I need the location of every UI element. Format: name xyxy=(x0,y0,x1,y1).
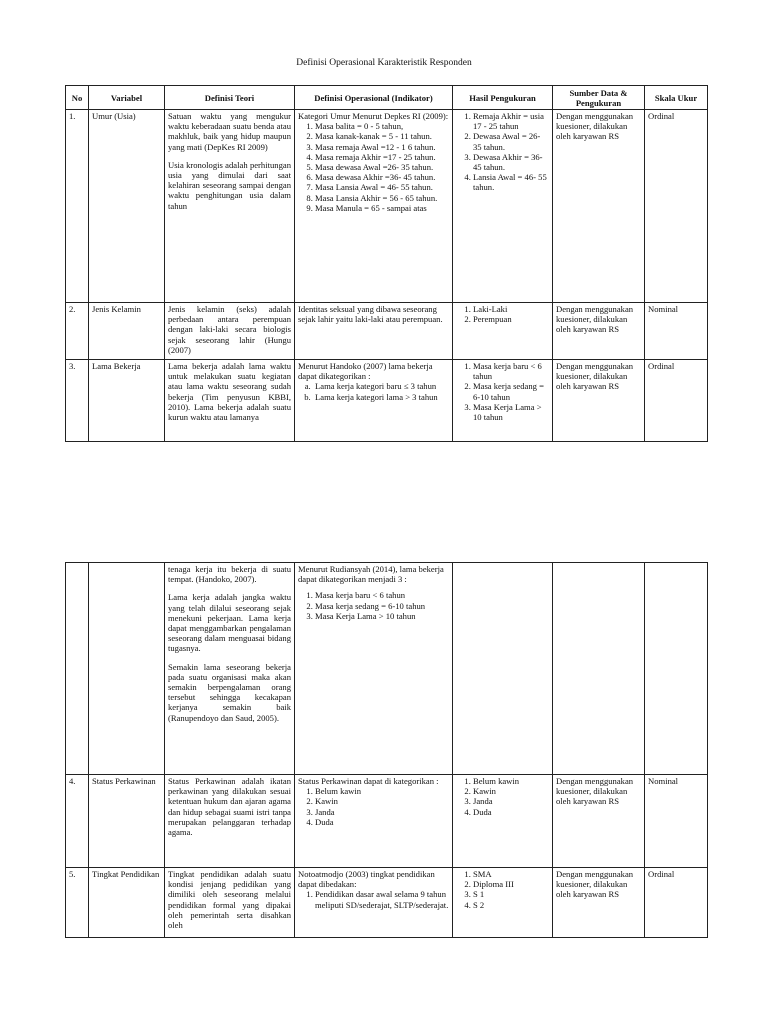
header-definisi-operasional: Definisi Operasional (Indikator) xyxy=(295,86,453,110)
list-item: 4. Duda xyxy=(473,807,549,817)
list-item: 1. SMA xyxy=(473,869,549,879)
header-hasil-pengukuran: Hasil Pengukuran xyxy=(453,86,553,110)
list-item: 2. Kawin xyxy=(473,786,549,796)
header-no: No xyxy=(66,86,89,110)
list-item: 4. Lansia Awal = 46- 55 tahun. xyxy=(473,172,549,192)
list-item: 3. Masa remaja Awal =12 - 1 6 tahun. xyxy=(315,142,449,152)
cell-skala-ukur: Ordinal xyxy=(645,868,708,938)
list-item: 3. Masa Kerja Lama > 10 tahun xyxy=(315,611,449,621)
list-item: 7. Masa Lansia Awal = 46- 55 tahun. xyxy=(315,182,449,192)
cell-sumber-data: Dengan menggunakan kuesioner, dilakukan oleh karyawan RS xyxy=(553,110,645,303)
table-row-status-perkawinan xyxy=(66,775,708,868)
cell-skala-ukur xyxy=(645,563,708,775)
cell-hasil-pengukuran xyxy=(453,563,553,775)
cell-skala-ukur: Nominal xyxy=(645,775,708,868)
cell-no: 3. xyxy=(66,360,89,442)
list-item: 8. Masa Lansia Akhir = 56 - 65 tahun. xyxy=(315,193,449,203)
cell-skala-ukur: Ordinal xyxy=(645,110,708,303)
cell-variabel: Jenis Kelamin xyxy=(89,303,165,360)
header-definisi-teori: Definisi Teori xyxy=(165,86,295,110)
cell-definisi-teori xyxy=(165,303,295,360)
header-variabel: Variabel xyxy=(89,86,165,110)
list-item: 2. Masa kanak-kanak = 5 - 11 tahun. xyxy=(315,131,449,141)
list-item: 1. Remaja Akhir = usia 17 - 25 tahun xyxy=(473,111,549,131)
document-title: Definisi Operasional Karakteristik Responden xyxy=(296,58,472,68)
cell-definisi-teori xyxy=(165,775,295,868)
table-row-lama-bekerja xyxy=(66,360,708,442)
header-skala-ukur: Skala Ukur xyxy=(645,86,708,110)
list-item: 3. Janda xyxy=(315,807,449,817)
cell-skala-ukur: Ordinal xyxy=(645,360,708,442)
teori-paragraph: Jenis kelamin (seks) adalah perbedaan antara perempuan dengan laki-laki secara biologis sejak seseorang lahir (Hungu (2007) xyxy=(168,304,291,355)
cell-definisi-teori xyxy=(165,563,295,775)
cell-definisi-operasional xyxy=(295,868,453,938)
list-item: 2. Dewasa Awal = 26- 35 tahun. xyxy=(473,131,549,151)
list-item: 2. Kawin xyxy=(315,796,449,806)
cell-definisi-operasional xyxy=(295,563,453,775)
cell-definisi-teori xyxy=(165,360,295,442)
cell-hasil-pengukuran xyxy=(453,868,553,938)
cell-sumber-data: Dengan menggunakan kuesioner, dilakukan oleh karyawan RS xyxy=(553,360,645,442)
table-row-lama-bekerja-continued xyxy=(66,563,708,775)
hasil-list xyxy=(456,111,549,193)
list-item: 4. Masa remaja Akhir =17 - 25 tahun. xyxy=(315,152,449,162)
operasional-list xyxy=(298,121,449,213)
cell-variabel xyxy=(89,563,165,775)
operasional-list xyxy=(298,786,449,827)
list-item: 1. Laki-Laki xyxy=(473,304,549,314)
list-item: 4. S 2 xyxy=(473,900,549,910)
teori-paragraph: Satuan waktu yang mengukur waktu keberadaan suatu benda atau makhluk, baik yang hidup maupun yang mati (DepKes RI 2009) xyxy=(168,111,291,152)
cell-definisi-operasional xyxy=(295,303,453,360)
cell-sumber-data: Dengan menggunakan kuesioner, dilakukan oleh karyawan RS xyxy=(553,868,645,938)
cell-no: 4. xyxy=(66,775,89,868)
list-item: 4. Duda xyxy=(315,817,449,827)
hasil-list xyxy=(456,776,549,817)
table-row-tingkat-pendidikan xyxy=(66,868,708,938)
cell-definisi-teori xyxy=(165,868,295,938)
operasional-intro: Kategori Umur Menurut Depkes RI (2009): xyxy=(298,111,449,121)
characteristics-table xyxy=(65,85,708,442)
teori-paragraph: Usia kronologis adalah perhitungan usia yang dimulai dari saat kelahiran seseorang sampai dengan waktu penghitungan usia dalam tahun xyxy=(168,159,291,211)
operasional-list xyxy=(298,381,449,401)
cell-variabel: Lama Bekerja xyxy=(89,360,165,442)
cell-definisi-operasional xyxy=(295,775,453,868)
characteristics-table-continued xyxy=(65,562,708,938)
teori-paragraph: Tingkat pendidikan adalah suatu kondisi jenjang pedidikan yang dimiliki oleh seseorang melalui pendidikan formal yang dipakai oleh pemerintah serta disahkan oleh xyxy=(168,869,291,931)
operasional-intro: Menurut Rudiansyah (2014), lama bekerja dapat dikategorikan menjadi 3 : xyxy=(298,564,444,585)
cell-no: 1. xyxy=(66,110,89,303)
cell-definisi-operasional xyxy=(295,360,453,442)
operasional-intro: Status Perkawinan dapat di kategorikan : xyxy=(298,776,439,786)
hasil-list xyxy=(456,304,549,324)
list-item: 1. Belum kawin xyxy=(473,776,549,786)
cell-hasil-pengukuran xyxy=(453,775,553,868)
cell-hasil-pengukuran xyxy=(453,110,553,303)
operasional-list xyxy=(298,590,449,621)
cell-variabel: Umur (Usia) xyxy=(89,110,165,303)
list-item: 1. Masa balita = 0 - 5 tahun, xyxy=(315,121,449,131)
list-item: 3. Masa Kerja Lama > 10 tahun xyxy=(473,402,549,422)
table-row-umur xyxy=(66,110,708,303)
list-item: 1. Belum kawin xyxy=(315,786,449,796)
operasional-intro: Menurut Handoko (2007) lama bekerja dapat dikategorikan : xyxy=(298,361,433,382)
table-row-jenis-kelamin xyxy=(66,303,708,360)
cell-no xyxy=(66,563,89,775)
cell-sumber-data: Dengan menggunakan kuesioner, dilakukan oleh karyawan RS xyxy=(553,775,645,868)
cell-variabel: Status Perkawinan xyxy=(89,775,165,868)
teori-paragraph: Lama kerja adalah jangka waktu yang telah dilalui seseorang sejak menekuni pekerjaan. Lama kerja dapat menggambarkan pengalaman seseorang dalam menguasai bidang tugasnya. xyxy=(168,592,291,654)
list-item: 1. Masa kerja baru < 6 tahun xyxy=(315,590,449,600)
operasional-intro: Identitas seksual yang dibawa seseorang sejak lahir yaitu laki-laki atau perempuan. xyxy=(298,304,443,325)
list-item: 5. Masa dewasa Awal =26- 35 tahun. xyxy=(315,162,449,172)
list-item: 9. Masa Manula = 65 - sampai atas xyxy=(315,203,449,213)
cell-sumber-data: Dengan menggunakan kuesioner, dilakukan oleh karyawan RS xyxy=(553,303,645,360)
list-item: 3. Dewasa Akhir = 36- 45 tahun. xyxy=(473,152,549,172)
cell-definisi-teori xyxy=(165,110,295,303)
list-item: 2. Perempuan xyxy=(473,314,549,324)
list-item: b. Lama kerja kategori lama > 3 tahun xyxy=(315,392,449,402)
table-header-row xyxy=(66,86,708,110)
hasil-list xyxy=(456,869,549,910)
cell-no: 5. xyxy=(66,868,89,938)
cell-sumber-data xyxy=(553,563,645,775)
cell-variabel: Tingkat Pendidikan xyxy=(89,868,165,938)
teori-paragraph: Status Perkawinan adalah ikatan perkawinan yang dilakukan sesuai ketentuan hukum dan ajaran agama dan hidup sebagai suami istri tanpa merupakan pelanggaran terhadap agama. xyxy=(168,776,291,838)
cell-hasil-pengukuran xyxy=(453,360,553,442)
teori-paragraph: Lama bekerja adalah lama waktu untuk melakukan suatu kegiatan atau lama waktu seseorang sudah bekerja (Tim penyusun KBBI, 2010). Lama bekerja adalah suatu kurun waktu atau lamanya xyxy=(168,361,291,423)
teori-paragraph: tenaga kerja itu bekerja di suatu tempat. (Handoko, 2007). xyxy=(168,564,291,585)
header-sumber-data: Sumber Data & Pengukuran xyxy=(553,86,645,110)
list-item: 2. Masa kerja sedang = 6-10 tahun xyxy=(315,601,449,611)
list-item: 1. Masa kerja baru < 6 tahun xyxy=(473,361,549,381)
cell-definisi-operasional xyxy=(295,110,453,303)
operasional-list xyxy=(298,889,449,909)
hasil-list xyxy=(456,361,549,422)
list-item: 2. Diploma III xyxy=(473,879,549,889)
list-item: 3. Janda xyxy=(473,796,549,806)
cell-no: 2. xyxy=(66,303,89,360)
list-item: 1. Pendidikan dasar awal selama 9 tahun meliputi SD/sederajat, SLTP/sederajat. xyxy=(315,889,449,909)
teori-paragraph: Semakin lama seseorang bekerja pada suatu organisasi maka akan semakin berpengalaman orang tersebut sehingga kecakapan kerjanya semakin baik (Ranupendoyo dan Saud, 2005). xyxy=(168,661,291,723)
list-item: a. Lama kerja kategori baru ≤ 3 tahun xyxy=(315,381,449,391)
operasional-intro: Notoatmodjo (2003) tingkat pendidikan dapat dibedakan: xyxy=(298,869,435,890)
cell-skala-ukur: Nominal xyxy=(645,303,708,360)
list-item: 2. Masa kerja sedang = 6-10 tahun xyxy=(473,381,549,401)
list-item: 3. S 1 xyxy=(473,889,549,899)
list-item: 6. Masa dewasa Akhir =36- 45 tahun. xyxy=(315,172,449,182)
cell-hasil-pengukuran xyxy=(453,303,553,360)
